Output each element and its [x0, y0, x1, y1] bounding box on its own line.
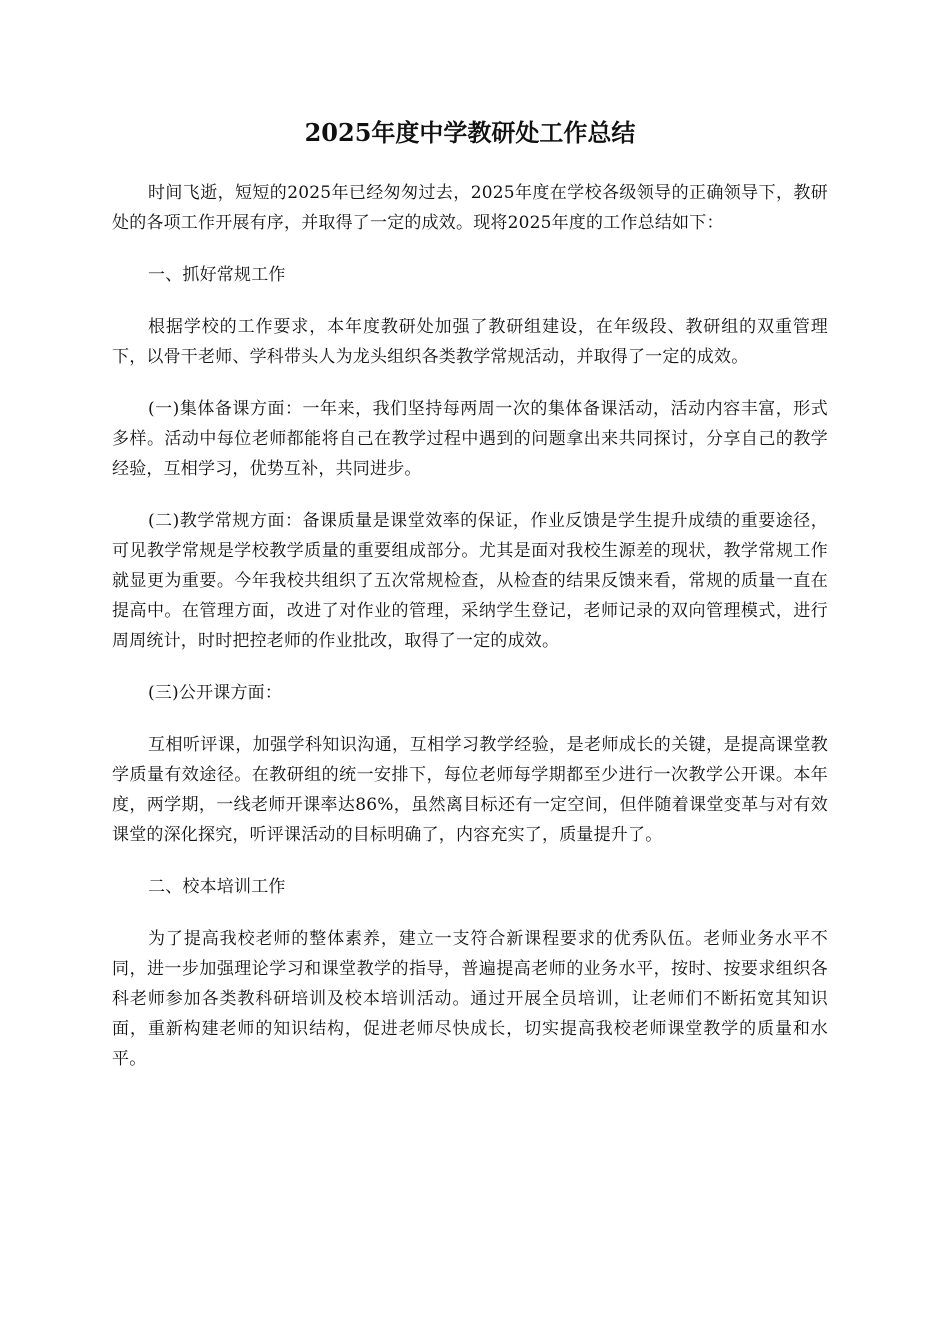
subsection-3-heading: (三)公开课方面：	[148, 683, 283, 703]
subsection-1-paragraph: (一)集体备课方面：一年来，我们坚持每两周一次的集体备课活动，活动内容丰富，形式多样。活动中每位老师都能将自己在教学过程中遇到的问题拿出来共同探讨，分享自己的教学经验，互相学习，优势互补，共同进步。	[112, 399, 828, 479]
section-heading-1: 一、抓好常规工作	[148, 265, 286, 285]
subsection-3-body: 互相听评课，加强学科知识沟通，互相学习教学经验，是老师成长的关键，是提高课堂教学质量有效途径。在教研组的统一安排下，每位老师每学期都至少进行一次教学公开课。本年度，两学期，一线老师开课率达86%，虽然离目标还有一定空间，但伴随着课堂变革与对有效课堂的深化探究，听评课活动的目标明确了，内容充实了，质量提升了。	[112, 735, 828, 845]
section-2-body: 为了提高我校老师的整体素养，建立一支符合新课程要求的优秀队伍。老师业务水平不同，进一步加强理论学习和课堂教学的指导，普遍提高老师的业务水平，按时、按要求组织各科老师参加各类教科研培训及校本培训活动。通过开展全员培训，让老师们不断拓宽其知识面，重新构建老师的知识结构，促进老师尽快成长，切实提高我校老师课堂教学的质量和水平。	[112, 929, 828, 1069]
intro-paragraph: 时间飞逝，短短的2025年已经匆匆过去，2025年度在学校各级领导的正确领导下，教研处的各项工作开展有序，并取得了一定的成效。现将2025年度的工作总结如下：	[112, 183, 828, 233]
section-heading-2: 二、校本培训工作	[148, 877, 286, 897]
subsection-2-paragraph: (二)教学常规方面：备课质量是课堂效率的保证，作业反馈是学生提升成绩的重要途径，可见教学常规是学校教学质量的重要组成部分。尤其是面对我校生源差的现状，教学常规工作就显更为重要。今年我校共组织了五次常规检查，从检查的结果反馈来看，常规的质量一直在提高中。在管理方面，改进了对作业的管理，采纳学生登记，老师记录的双向管理模式，进行周周统计，时时把控老师的作业批改，取得了一定的成效。	[112, 511, 828, 651]
document-title: 2025年度中学教研处工作总结	[304, 118, 636, 147]
section-1-body: 根据学校的工作要求，本年度教研处加强了教研组建设，在年级段、教研组的双重管理下，以骨干老师、学科带头人为龙头组织各类教学常规活动，并取得了一定的成效。	[112, 317, 828, 367]
